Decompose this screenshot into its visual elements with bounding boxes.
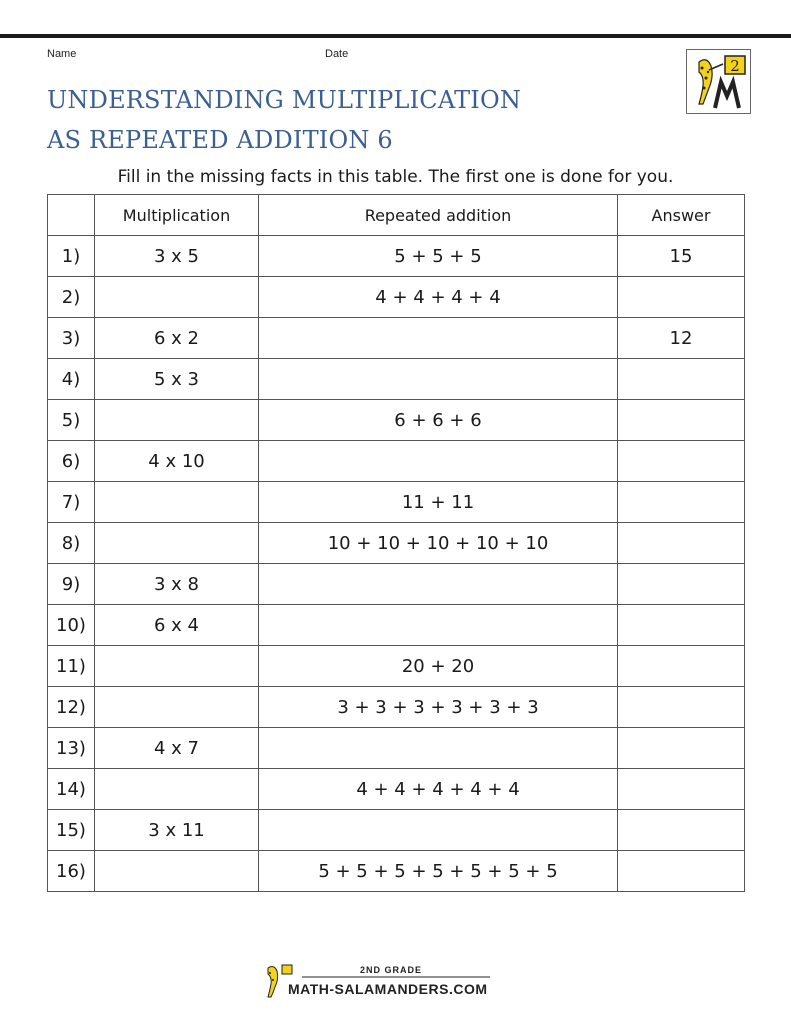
table-row bbox=[48, 769, 745, 810]
table-row bbox=[48, 687, 745, 728]
answer-cell[interactable] bbox=[618, 400, 745, 441]
column-header-multiplication: Multiplication bbox=[95, 195, 259, 236]
table-row bbox=[48, 318, 745, 359]
multiplication-cell[interactable] bbox=[95, 769, 259, 810]
row-number: 9) bbox=[48, 564, 95, 605]
row-number: 6) bbox=[48, 441, 95, 482]
column-header-repeated-addition: Repeated addition bbox=[259, 195, 618, 236]
multiplication-cell[interactable]: 4 x 10 bbox=[95, 441, 259, 482]
row-number: 7) bbox=[48, 482, 95, 523]
answer-cell[interactable] bbox=[618, 810, 745, 851]
footer-site-text: MATH-SALAMANDERS.COM bbox=[288, 981, 488, 997]
multiplication-table bbox=[47, 194, 745, 892]
table-row bbox=[48, 482, 745, 523]
row-number: 12) bbox=[48, 687, 95, 728]
repeated-addition-cell[interactable] bbox=[259, 359, 618, 400]
table-header-row bbox=[48, 195, 745, 236]
page-title-line-1: UNDERSTANDING MULTIPLICATION bbox=[47, 86, 522, 114]
row-number: 8) bbox=[48, 523, 95, 564]
repeated-addition-cell[interactable]: 10 + 10 + 10 + 10 + 10 bbox=[259, 523, 618, 564]
table-row bbox=[48, 810, 745, 851]
answer-cell[interactable]: 15 bbox=[618, 236, 745, 277]
answer-cell[interactable] bbox=[618, 605, 745, 646]
multiplication-cell[interactable]: 3 x 11 bbox=[95, 810, 259, 851]
top-rule bbox=[0, 34, 791, 38]
row-number: 10) bbox=[48, 605, 95, 646]
row-number: 4) bbox=[48, 359, 95, 400]
table-row bbox=[48, 236, 745, 277]
multiplication-cell[interactable] bbox=[95, 482, 259, 523]
repeated-addition-cell[interactable]: 3 + 3 + 3 + 3 + 3 + 3 bbox=[259, 687, 618, 728]
repeated-addition-cell[interactable] bbox=[259, 318, 618, 359]
multiplication-cell[interactable]: 4 x 7 bbox=[95, 728, 259, 769]
repeated-addition-cell[interactable]: 20 + 20 bbox=[259, 646, 618, 687]
salamander-grade-logo bbox=[686, 49, 751, 114]
instructions: Fill in the missing facts in this table. The first one is done for you. bbox=[117, 167, 674, 187]
footer-logo bbox=[262, 962, 532, 998]
repeated-addition-cell[interactable] bbox=[259, 810, 618, 851]
repeated-addition-cell[interactable]: 4 + 4 + 4 + 4 bbox=[259, 277, 618, 318]
table-row bbox=[48, 523, 745, 564]
answer-cell[interactable] bbox=[618, 359, 745, 400]
repeated-addition-cell[interactable]: 6 + 6 + 6 bbox=[259, 400, 618, 441]
multiplication-cell[interactable]: 3 x 8 bbox=[95, 564, 259, 605]
multiplication-cell[interactable] bbox=[95, 687, 259, 728]
answer-cell[interactable] bbox=[618, 728, 745, 769]
multiplication-cell[interactable]: 6 x 4 bbox=[95, 605, 259, 646]
repeated-addition-cell[interactable]: 5 + 5 + 5 + 5 + 5 + 5 + 5 bbox=[259, 851, 618, 892]
answer-cell[interactable] bbox=[618, 564, 745, 605]
repeated-addition-cell[interactable] bbox=[259, 605, 618, 646]
answer-cell[interactable] bbox=[618, 523, 745, 564]
multiplication-cell[interactable] bbox=[95, 277, 259, 318]
repeated-addition-cell[interactable] bbox=[259, 728, 618, 769]
answer-cell[interactable] bbox=[618, 646, 745, 687]
page-title-line-2: AS REPEATED ADDITION 6 bbox=[47, 126, 393, 154]
date-label: Date bbox=[325, 48, 349, 60]
salamander-icon bbox=[687, 50, 750, 113]
answer-cell[interactable] bbox=[618, 687, 745, 728]
answer-cell[interactable] bbox=[618, 769, 745, 810]
repeated-addition-cell[interactable] bbox=[259, 564, 618, 605]
table-row bbox=[48, 851, 745, 892]
row-number: 16) bbox=[48, 851, 95, 892]
answer-cell[interactable] bbox=[618, 277, 745, 318]
table-row bbox=[48, 277, 745, 318]
multiplication-cell[interactable] bbox=[95, 400, 259, 441]
multiplication-cell[interactable]: 3 x 5 bbox=[95, 236, 259, 277]
answer-cell[interactable] bbox=[618, 851, 745, 892]
answer-cell[interactable] bbox=[618, 441, 745, 482]
repeated-addition-cell[interactable] bbox=[259, 441, 618, 482]
multiplication-cell[interactable]: 6 x 2 bbox=[95, 318, 259, 359]
row-number: 11) bbox=[48, 646, 95, 687]
row-number: 13) bbox=[48, 728, 95, 769]
answer-cell[interactable]: 12 bbox=[618, 318, 745, 359]
table-row bbox=[48, 646, 745, 687]
table-row bbox=[48, 400, 745, 441]
answer-cell[interactable] bbox=[618, 482, 745, 523]
multiplication-cell[interactable]: 5 x 3 bbox=[95, 359, 259, 400]
math-salamanders-footer-icon bbox=[262, 962, 532, 998]
multiplication-cell[interactable] bbox=[95, 523, 259, 564]
row-number: 15) bbox=[48, 810, 95, 851]
table-row bbox=[48, 728, 745, 769]
row-number: 1) bbox=[48, 236, 95, 277]
name-label: Name bbox=[47, 48, 77, 60]
repeated-addition-cell[interactable]: 5 + 5 + 5 bbox=[259, 236, 618, 277]
repeated-addition-cell[interactable]: 4 + 4 + 4 + 4 + 4 bbox=[259, 769, 618, 810]
table-body bbox=[48, 236, 745, 892]
table-row bbox=[48, 564, 745, 605]
row-number: 2) bbox=[48, 277, 95, 318]
table-row bbox=[48, 605, 745, 646]
row-number: 5) bbox=[48, 400, 95, 441]
multiplication-cell[interactable] bbox=[95, 646, 259, 687]
table-row bbox=[48, 441, 745, 482]
logo-grade-number: 2 bbox=[730, 57, 740, 75]
footer-grade-text: 2ND GRADE bbox=[360, 965, 423, 975]
table-row bbox=[48, 359, 745, 400]
row-number: 3) bbox=[48, 318, 95, 359]
row-number: 14) bbox=[48, 769, 95, 810]
column-header-answer: Answer bbox=[618, 195, 745, 236]
multiplication-cell[interactable] bbox=[95, 851, 259, 892]
repeated-addition-cell[interactable]: 11 + 11 bbox=[259, 482, 618, 523]
column-header-number bbox=[48, 195, 95, 236]
